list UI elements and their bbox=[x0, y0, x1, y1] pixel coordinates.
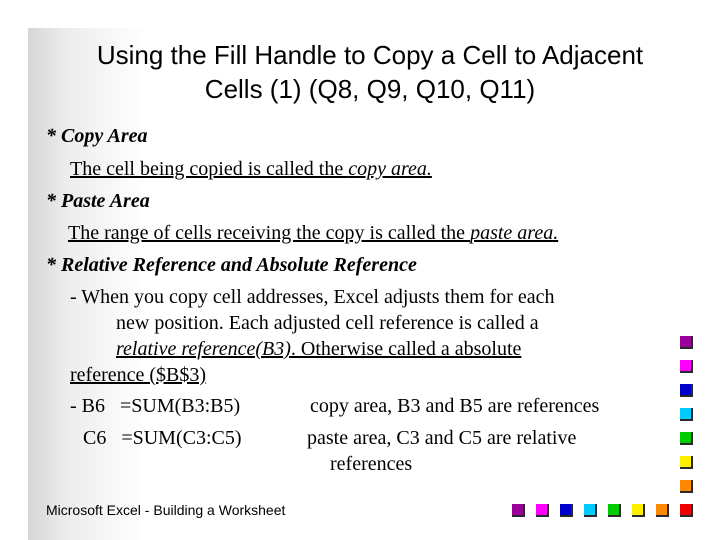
relative-reference-term: relative reference(B3) bbox=[116, 338, 291, 360]
paste-area-text: The range of cells receiving the copy is called the bbox=[68, 222, 471, 244]
decor-square bbox=[584, 504, 597, 517]
decor-square bbox=[680, 456, 693, 469]
relative-ref-line-2: new position. Each adjusted cell reference is called a bbox=[116, 312, 539, 334]
decor-square bbox=[632, 504, 645, 517]
example-1-formula: - B6 =SUM(B3:B5) bbox=[70, 395, 241, 417]
decor-square bbox=[680, 408, 693, 421]
paste-area-term: paste area. bbox=[470, 222, 559, 244]
slide-title bbox=[40, 38, 700, 106]
example-1-note: copy area, B3 and B5 are references bbox=[310, 395, 600, 417]
relative-ref-line-4: reference ($B$3) bbox=[70, 364, 207, 386]
paste-area-definition bbox=[68, 220, 558, 246]
example-2-formula: C6 =SUM(C3:C5) bbox=[83, 427, 242, 449]
decor-square bbox=[680, 480, 693, 493]
decor-square bbox=[656, 504, 669, 517]
decor-square bbox=[680, 360, 693, 373]
decor-square bbox=[680, 432, 693, 445]
left-bar bbox=[0, 0, 28, 540]
copy-area-text: The cell being copied is called the bbox=[70, 158, 349, 180]
relative-ref-line-1: - When you copy cell addresses, Excel adjusts them for each bbox=[70, 286, 555, 308]
decor-square bbox=[512, 504, 525, 517]
copy-area-definition bbox=[70, 156, 432, 182]
relative-ref-line-3 bbox=[116, 336, 521, 362]
copy-area-term: copy area. bbox=[348, 158, 432, 180]
paste-area-heading: * Paste Area bbox=[46, 190, 150, 212]
relative-reference-heading: * Relative Reference and Absolute Reference bbox=[46, 254, 417, 276]
top-bar bbox=[0, 0, 720, 28]
decor-square bbox=[680, 384, 693, 397]
relative-ref-line-3-rest: . Otherwise called a absolute bbox=[290, 338, 522, 360]
decor-square bbox=[536, 504, 549, 517]
example-2-note: paste area, C3 and C5 are relative bbox=[307, 427, 577, 449]
decor-square bbox=[608, 504, 621, 517]
decor-square bbox=[680, 504, 693, 517]
title-line-1: Using the Fill Handle to Copy a Cell to Adjacent bbox=[96, 40, 644, 70]
title-line-2: Cells (1) (Q8, Q9, Q10, Q11) bbox=[204, 74, 536, 104]
example-2-note-continued: references bbox=[330, 453, 413, 475]
slide-footer: Microsoft Excel - Building a Worksheet bbox=[46, 502, 286, 518]
copy-area-heading: * Copy Area bbox=[46, 125, 148, 147]
decor-square bbox=[560, 504, 573, 517]
decor-square bbox=[680, 336, 693, 349]
